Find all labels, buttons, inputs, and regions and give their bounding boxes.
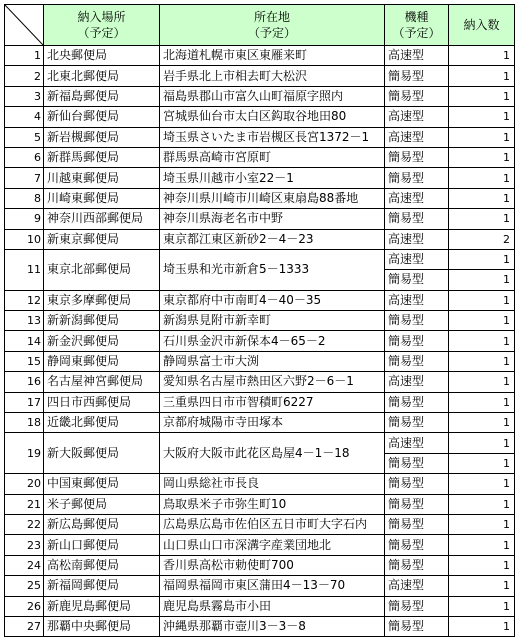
model-type: 高速型 bbox=[385, 188, 449, 208]
model-type: 簡易型 bbox=[385, 311, 449, 331]
table-row bbox=[5, 249, 515, 269]
delivery-place: 新広島郵便局 bbox=[44, 514, 160, 534]
address: 岡山県総社市長良 bbox=[160, 474, 385, 494]
delivery-count: 1 bbox=[449, 351, 515, 371]
delivery-count: 1 bbox=[449, 616, 515, 636]
delivery-place: 新福岡郵便局 bbox=[44, 576, 160, 596]
delivery-count: 1 bbox=[449, 392, 515, 412]
delivery-count: 1 bbox=[449, 168, 515, 188]
address: 福島県郡山市富久山町福原字照内 bbox=[160, 86, 385, 106]
model-type: 簡易型 bbox=[385, 535, 449, 555]
row-number: 1 bbox=[5, 46, 44, 66]
address: 埼玉県さいたま市岩槻区長宮1372－1 bbox=[160, 127, 385, 147]
model-type: 簡易型 bbox=[385, 453, 449, 473]
delivery-place: 高松南郵便局 bbox=[44, 555, 160, 575]
delivery-count: 1 bbox=[449, 209, 515, 229]
delivery-place: 川崎東郵便局 bbox=[44, 188, 160, 208]
model-type: 簡易型 bbox=[385, 147, 449, 167]
table-row bbox=[5, 392, 515, 412]
delivery-count: 1 bbox=[449, 127, 515, 147]
row-number: 20 bbox=[5, 474, 44, 494]
table-row bbox=[5, 66, 515, 86]
delivery-count: 1 bbox=[449, 107, 515, 127]
row-number: 12 bbox=[5, 290, 44, 310]
address: 北海道札幌市東区東雁来町 bbox=[160, 46, 385, 66]
address: 京都府城陽市寺田塚本 bbox=[160, 413, 385, 433]
row-number: 23 bbox=[5, 535, 44, 555]
delivery-count: 1 bbox=[449, 331, 515, 351]
model-type: 簡易型 bbox=[385, 209, 449, 229]
row-number: 7 bbox=[5, 168, 44, 188]
table-row bbox=[5, 494, 515, 514]
delivery-count: 1 bbox=[449, 249, 515, 269]
delivery-place: 北東北郵便局 bbox=[44, 66, 160, 86]
delivery-count: 1 bbox=[449, 46, 515, 66]
delivery-place: 新岩槻郵便局 bbox=[44, 127, 160, 147]
model-type: 高速型 bbox=[385, 290, 449, 310]
row-number: 27 bbox=[5, 616, 44, 636]
table-row bbox=[5, 576, 515, 596]
table-body bbox=[5, 46, 515, 637]
row-number: 16 bbox=[5, 372, 44, 392]
row-number: 25 bbox=[5, 576, 44, 596]
delivery-count: 1 bbox=[449, 66, 515, 86]
delivery-place: 新鹿児島郵便局 bbox=[44, 596, 160, 616]
delivery-place: 新山口郵便局 bbox=[44, 535, 160, 555]
delivery-place: 新大阪郵便局 bbox=[44, 433, 160, 474]
model-type: 簡易型 bbox=[385, 616, 449, 636]
delivery-count: 1 bbox=[449, 555, 515, 575]
address: 東京都府中市南町4－40－35 bbox=[160, 290, 385, 310]
delivery-count: 1 bbox=[449, 433, 515, 453]
address: 大阪府大阪市此花区島屋4－1－18 bbox=[160, 433, 385, 474]
table-row bbox=[5, 596, 515, 616]
model-type: 高速型 bbox=[385, 107, 449, 127]
address: 香川県高松市勅使町700 bbox=[160, 555, 385, 575]
address: 宮城県仙台市太白区鈎取谷地田80 bbox=[160, 107, 385, 127]
address: 鹿児島県霧島市小田 bbox=[160, 596, 385, 616]
delivery-count: 1 bbox=[449, 535, 515, 555]
delivery-place: 東京多摩郵便局 bbox=[44, 290, 160, 310]
model-type: 簡易型 bbox=[385, 494, 449, 514]
delivery-table bbox=[4, 4, 515, 637]
delivery-place: 川越東郵便局 bbox=[44, 168, 160, 188]
address: 埼玉県川越市小室22－1 bbox=[160, 168, 385, 188]
row-number: 17 bbox=[5, 392, 44, 412]
delivery-count: 1 bbox=[449, 188, 515, 208]
table-row bbox=[5, 188, 515, 208]
delivery-count: 1 bbox=[449, 311, 515, 331]
row-number: 24 bbox=[5, 555, 44, 575]
model-type: 簡易型 bbox=[385, 474, 449, 494]
delivery-place: 新福島郵便局 bbox=[44, 86, 160, 106]
model-type: 簡易型 bbox=[385, 392, 449, 412]
diagonal-line bbox=[5, 5, 43, 45]
delivery-count: 1 bbox=[449, 576, 515, 596]
model-type: 高速型 bbox=[385, 433, 449, 453]
delivery-count: 1 bbox=[449, 494, 515, 514]
table-row bbox=[5, 514, 515, 534]
table-row bbox=[5, 372, 515, 392]
header-count: 納入数 bbox=[449, 5, 515, 46]
table-row bbox=[5, 535, 515, 555]
address: 静岡県富士市大渕 bbox=[160, 351, 385, 371]
delivery-count: 1 bbox=[449, 514, 515, 534]
delivery-place: 新仙台郵便局 bbox=[44, 107, 160, 127]
model-type: 簡易型 bbox=[385, 514, 449, 534]
table-row bbox=[5, 168, 515, 188]
delivery-place: 中国東郵便局 bbox=[44, 474, 160, 494]
delivery-count: 1 bbox=[449, 413, 515, 433]
model-type: 高速型 bbox=[385, 372, 449, 392]
delivery-place: 新群馬郵便局 bbox=[44, 147, 160, 167]
address: 石川県金沢市新保本4－65－2 bbox=[160, 331, 385, 351]
address: 広島県広島市佐伯区五日市町大字石内 bbox=[160, 514, 385, 534]
address: 神奈川県川崎市川崎区東扇島88番地 bbox=[160, 188, 385, 208]
delivery-count: 1 bbox=[449, 147, 515, 167]
delivery-place: 米子郵便局 bbox=[44, 494, 160, 514]
model-type: 簡易型 bbox=[385, 351, 449, 371]
delivery-count: 1 bbox=[449, 86, 515, 106]
row-number: 13 bbox=[5, 311, 44, 331]
row-number: 21 bbox=[5, 494, 44, 514]
table-row bbox=[5, 311, 515, 331]
row-number: 19 bbox=[5, 433, 44, 474]
address: 群馬県高崎市宮原町 bbox=[160, 147, 385, 167]
table-row bbox=[5, 147, 515, 167]
table-row bbox=[5, 433, 515, 453]
row-number: 26 bbox=[5, 596, 44, 616]
row-number: 22 bbox=[5, 514, 44, 534]
model-type: 簡易型 bbox=[385, 66, 449, 86]
row-number: 14 bbox=[5, 331, 44, 351]
address: 愛知県名古屋市熱田区六野2－6－1 bbox=[160, 372, 385, 392]
delivery-place: 新金沢郵便局 bbox=[44, 331, 160, 351]
table-row bbox=[5, 46, 515, 66]
delivery-place: 新新潟郵便局 bbox=[44, 311, 160, 331]
row-number: 6 bbox=[5, 147, 44, 167]
row-number: 4 bbox=[5, 107, 44, 127]
table-row bbox=[5, 474, 515, 494]
address: 埼玉県和光市新倉5－1333 bbox=[160, 249, 385, 290]
row-number: 9 bbox=[5, 209, 44, 229]
delivery-count: 2 bbox=[449, 229, 515, 249]
delivery-place: 静岡東郵便局 bbox=[44, 351, 160, 371]
delivery-count: 1 bbox=[449, 372, 515, 392]
delivery-place: 近畿北郵便局 bbox=[44, 413, 160, 433]
model-type: 簡易型 bbox=[385, 413, 449, 433]
model-type: 高速型 bbox=[385, 249, 449, 269]
model-type: 簡易型 bbox=[385, 555, 449, 575]
model-type: 高速型 bbox=[385, 127, 449, 147]
address: 新潟県見附市新幸町 bbox=[160, 311, 385, 331]
table-row bbox=[5, 229, 515, 249]
table-row bbox=[5, 127, 515, 147]
delivery-place: 名古屋神宮郵便局 bbox=[44, 372, 160, 392]
address: 山口県山口市深溝字産業団地北 bbox=[160, 535, 385, 555]
header-address: 所在地 （予定） bbox=[160, 5, 385, 46]
model-type: 高速型 bbox=[385, 46, 449, 66]
address: 鳥取県米子市弥生町10 bbox=[160, 494, 385, 514]
address: 福岡県福岡市東区蒲田4－13－70 bbox=[160, 576, 385, 596]
row-number: 2 bbox=[5, 66, 44, 86]
model-type: 簡易型 bbox=[385, 331, 449, 351]
table-row bbox=[5, 209, 515, 229]
table-row bbox=[5, 616, 515, 636]
model-type: 簡易型 bbox=[385, 596, 449, 616]
row-number: 3 bbox=[5, 86, 44, 106]
table-row bbox=[5, 351, 515, 371]
row-number: 5 bbox=[5, 127, 44, 147]
delivery-place: 新東京郵便局 bbox=[44, 229, 160, 249]
address: 東京都江東区新砂2－4－23 bbox=[160, 229, 385, 249]
delivery-count: 1 bbox=[449, 270, 515, 290]
header-row bbox=[5, 5, 515, 46]
model-type: 簡易型 bbox=[385, 168, 449, 188]
row-number: 18 bbox=[5, 413, 44, 433]
header-model: 機種 （予定） bbox=[385, 5, 449, 46]
delivery-count: 1 bbox=[449, 290, 515, 310]
address: 沖縄県那覇市壺川3－3－8 bbox=[160, 616, 385, 636]
model-type: 高速型 bbox=[385, 576, 449, 596]
address: 岩手県北上市相去町大松沢 bbox=[160, 66, 385, 86]
address: 三重県四日市市智積町6227 bbox=[160, 392, 385, 412]
table-row bbox=[5, 86, 515, 106]
delivery-count: 1 bbox=[449, 453, 515, 473]
delivery-place: 東京北部郵便局 bbox=[44, 249, 160, 290]
delivery-place: 北央郵便局 bbox=[44, 46, 160, 66]
delivery-count: 1 bbox=[449, 474, 515, 494]
table-row bbox=[5, 331, 515, 351]
delivery-place: 四日市西郵便局 bbox=[44, 392, 160, 412]
row-number: 8 bbox=[5, 188, 44, 208]
corner-cell bbox=[5, 5, 44, 46]
model-type: 簡易型 bbox=[385, 270, 449, 290]
table-row bbox=[5, 413, 515, 433]
table-row bbox=[5, 555, 515, 575]
delivery-place: 那覇中央郵便局 bbox=[44, 616, 160, 636]
delivery-count: 1 bbox=[449, 596, 515, 616]
model-type: 高速型 bbox=[385, 229, 449, 249]
delivery-place: 神奈川西部郵便局 bbox=[44, 209, 160, 229]
table-row bbox=[5, 290, 515, 310]
table-row bbox=[5, 107, 515, 127]
row-number: 10 bbox=[5, 229, 44, 249]
header-place: 納入場所 （予定） bbox=[44, 5, 160, 46]
row-number: 15 bbox=[5, 351, 44, 371]
model-type: 簡易型 bbox=[385, 86, 449, 106]
row-number: 11 bbox=[5, 249, 44, 290]
address: 神奈川県海老名市中野 bbox=[160, 209, 385, 229]
